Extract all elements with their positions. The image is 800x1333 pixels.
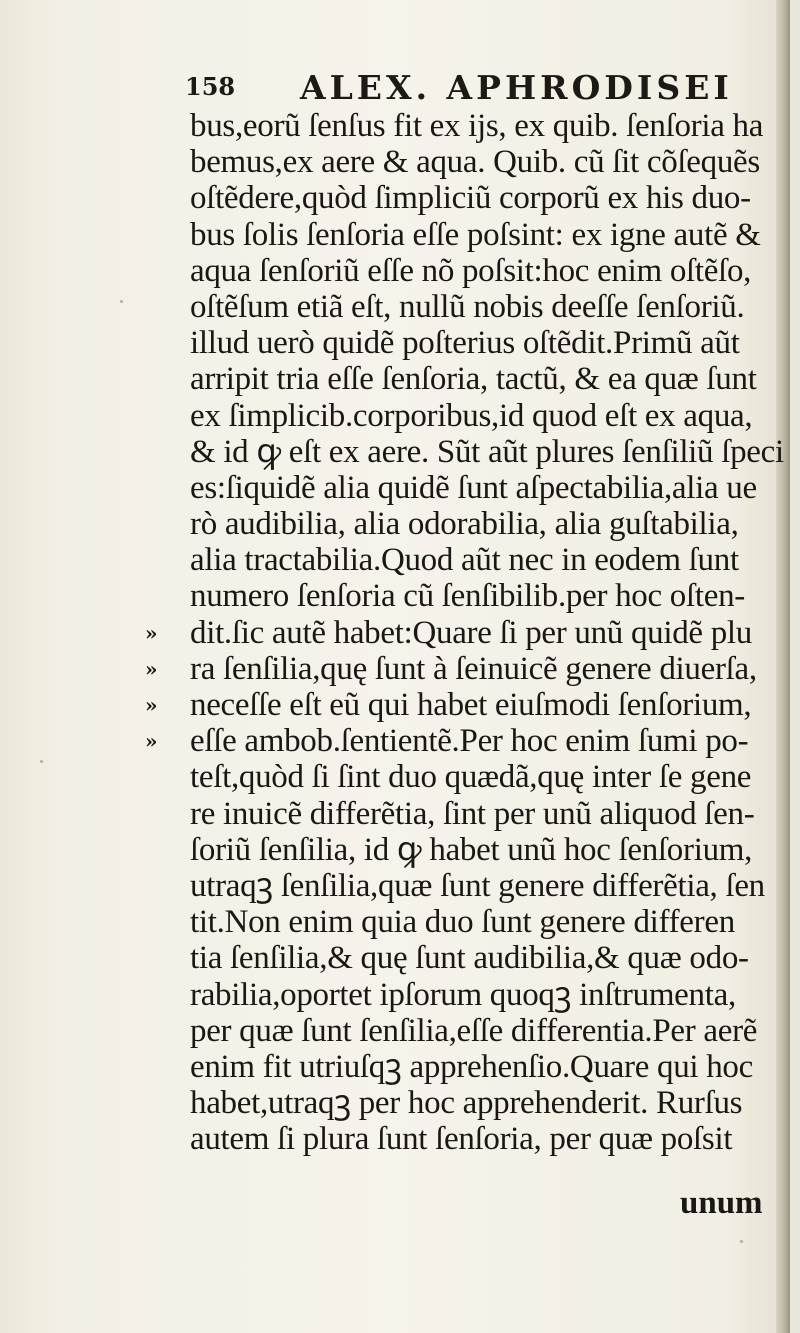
running-title: ALEX. APHRODISEI [300, 68, 733, 107]
paper-speck [40, 760, 43, 763]
line-text: arripit tria eſſe ſenſoria, tactũ, & ea quæ ſunt [190, 361, 757, 398]
body-text [145, 108, 784, 1158]
line-text: es:ſiquidẽ alia quidẽ ſunt aſpectabilia,alia ue [190, 469, 757, 506]
line-text: alia tractabilia.Quod aũt nec in eodem ſunt [190, 542, 739, 579]
line-text: autem ſi plura ſunt ſenſoria, per quæ poſsit [190, 1121, 733, 1158]
text-line [190, 1013, 770, 1049]
line-text: ſoriũ ſenſilia, id ꝙ habet unũ hoc ſenſorium, [190, 831, 753, 868]
quotation-marker: » [145, 729, 158, 754]
line-text: tit.Non enim quia duo ſunt genere differen [190, 904, 735, 941]
text-line [190, 940, 770, 976]
text-line [190, 108, 770, 144]
text-line [190, 433, 784, 470]
line-text: oſtẽſum etiã eſt, nullũ nobis deeſſe ſenſoriũ. [190, 288, 745, 325]
text-line [145, 687, 770, 723]
line-text: eſſe ambob.ſentientẽ.Per hoc enim ſumi po‑ [190, 723, 749, 760]
text-line [190, 289, 770, 325]
paper-speck [120, 300, 123, 303]
page-number: 158 [185, 72, 236, 101]
text-line [190, 398, 770, 434]
line-text: re inuicẽ differẽtia, ſint per unũ aliquod ſen‑ [190, 795, 755, 832]
line-text: bus,eorũ ſenſus fit ex ijs, ex quib. ſenſoria ha [190, 108, 764, 144]
line-text: teſt,quòd ſi ſint duo quædã,quę inter ſe gene [190, 759, 752, 796]
line-text: aqua ſenſoriũ eſſe nõ poſsit:hoc enim oſtẽſo, [190, 252, 752, 289]
text-line [190, 977, 770, 1013]
text-line [190, 1121, 770, 1157]
quotation-marker: » [145, 656, 158, 681]
text-line [190, 506, 770, 542]
text-line [190, 217, 770, 253]
text-line [190, 542, 770, 578]
text-line [145, 723, 770, 760]
quotation-marker: » [145, 693, 158, 717]
text-line [190, 832, 770, 868]
line-text: habet,utraqꝫ per hoc apprehenderit. Rurſus [190, 1085, 743, 1122]
text-line [145, 614, 770, 651]
line-text: oſtẽdere,quòd ſimpliciũ corporũ ex his duo‑ [190, 180, 751, 217]
catchword: unum [680, 1185, 763, 1221]
line-text: illud uerò quidẽ poſterius oſtẽdit.Primũ aũt [190, 325, 740, 362]
line-text: ex ſimplicib.corporibus,id quod eſt ex aqua, [190, 397, 753, 434]
text-line [190, 144, 770, 180]
quotation-marker: » [145, 620, 158, 645]
line-text: rabilia,oportet ipſorum quoqꝫ inſtrumenta, [190, 976, 736, 1013]
line-text: bemus,ex aere & aqua. Quib. cũ ſit cõſequẽs [190, 144, 760, 181]
line-text: per quæ ſunt ſenſilia,eſſe differentia.Per aerẽ [190, 1012, 758, 1049]
line-text: utraqꝫ ſenſilia,quæ ſunt genere differẽtia, ſen [190, 867, 765, 904]
text-line [190, 1085, 770, 1121]
line-text: enim fit utriuſqꝫ apprehenſio.Quare qui hoc [190, 1048, 753, 1085]
text-line [190, 1049, 770, 1085]
text-line [190, 796, 770, 832]
text-line [190, 180, 770, 216]
text-line [145, 650, 770, 687]
text-line [190, 253, 770, 289]
text-line [190, 759, 770, 795]
line-text: rò audibilia, alia odorabilia, alia guſtabilia, [190, 506, 739, 543]
text-line [190, 868, 770, 904]
line-text: ra ſenſilia,quę ſunt à ſeinuicẽ genere diuerſa, [190, 650, 757, 687]
text-line [190, 470, 770, 506]
line-text: dit.ſic autẽ habet:Quare ſi per unũ quidẽ plu [190, 614, 752, 651]
line-text: & id ꝙ eſt ex aere. Sũt aũt plures ſenſiliũ ſpeci [190, 433, 784, 470]
line-text: numero ſenſoria cũ ſenſibilib.per hoc oſten‑ [190, 578, 745, 615]
text-line [190, 325, 770, 361]
text-line [190, 578, 770, 614]
line-text: tia ſenſilia,& quę ſunt audibilia,& quæ odo‑ [190, 940, 749, 977]
paper-speck [740, 1240, 743, 1243]
text-line [190, 904, 770, 940]
text-line [190, 361, 770, 397]
page-edge-shadow [776, 0, 790, 1333]
line-text: bus ſolis ſenſoria eſſe poſsint: ex igne autẽ & [190, 216, 761, 253]
line-text: neceſſe eſt eũ qui habet eiuſmodi ſenſorium, [190, 687, 752, 723]
